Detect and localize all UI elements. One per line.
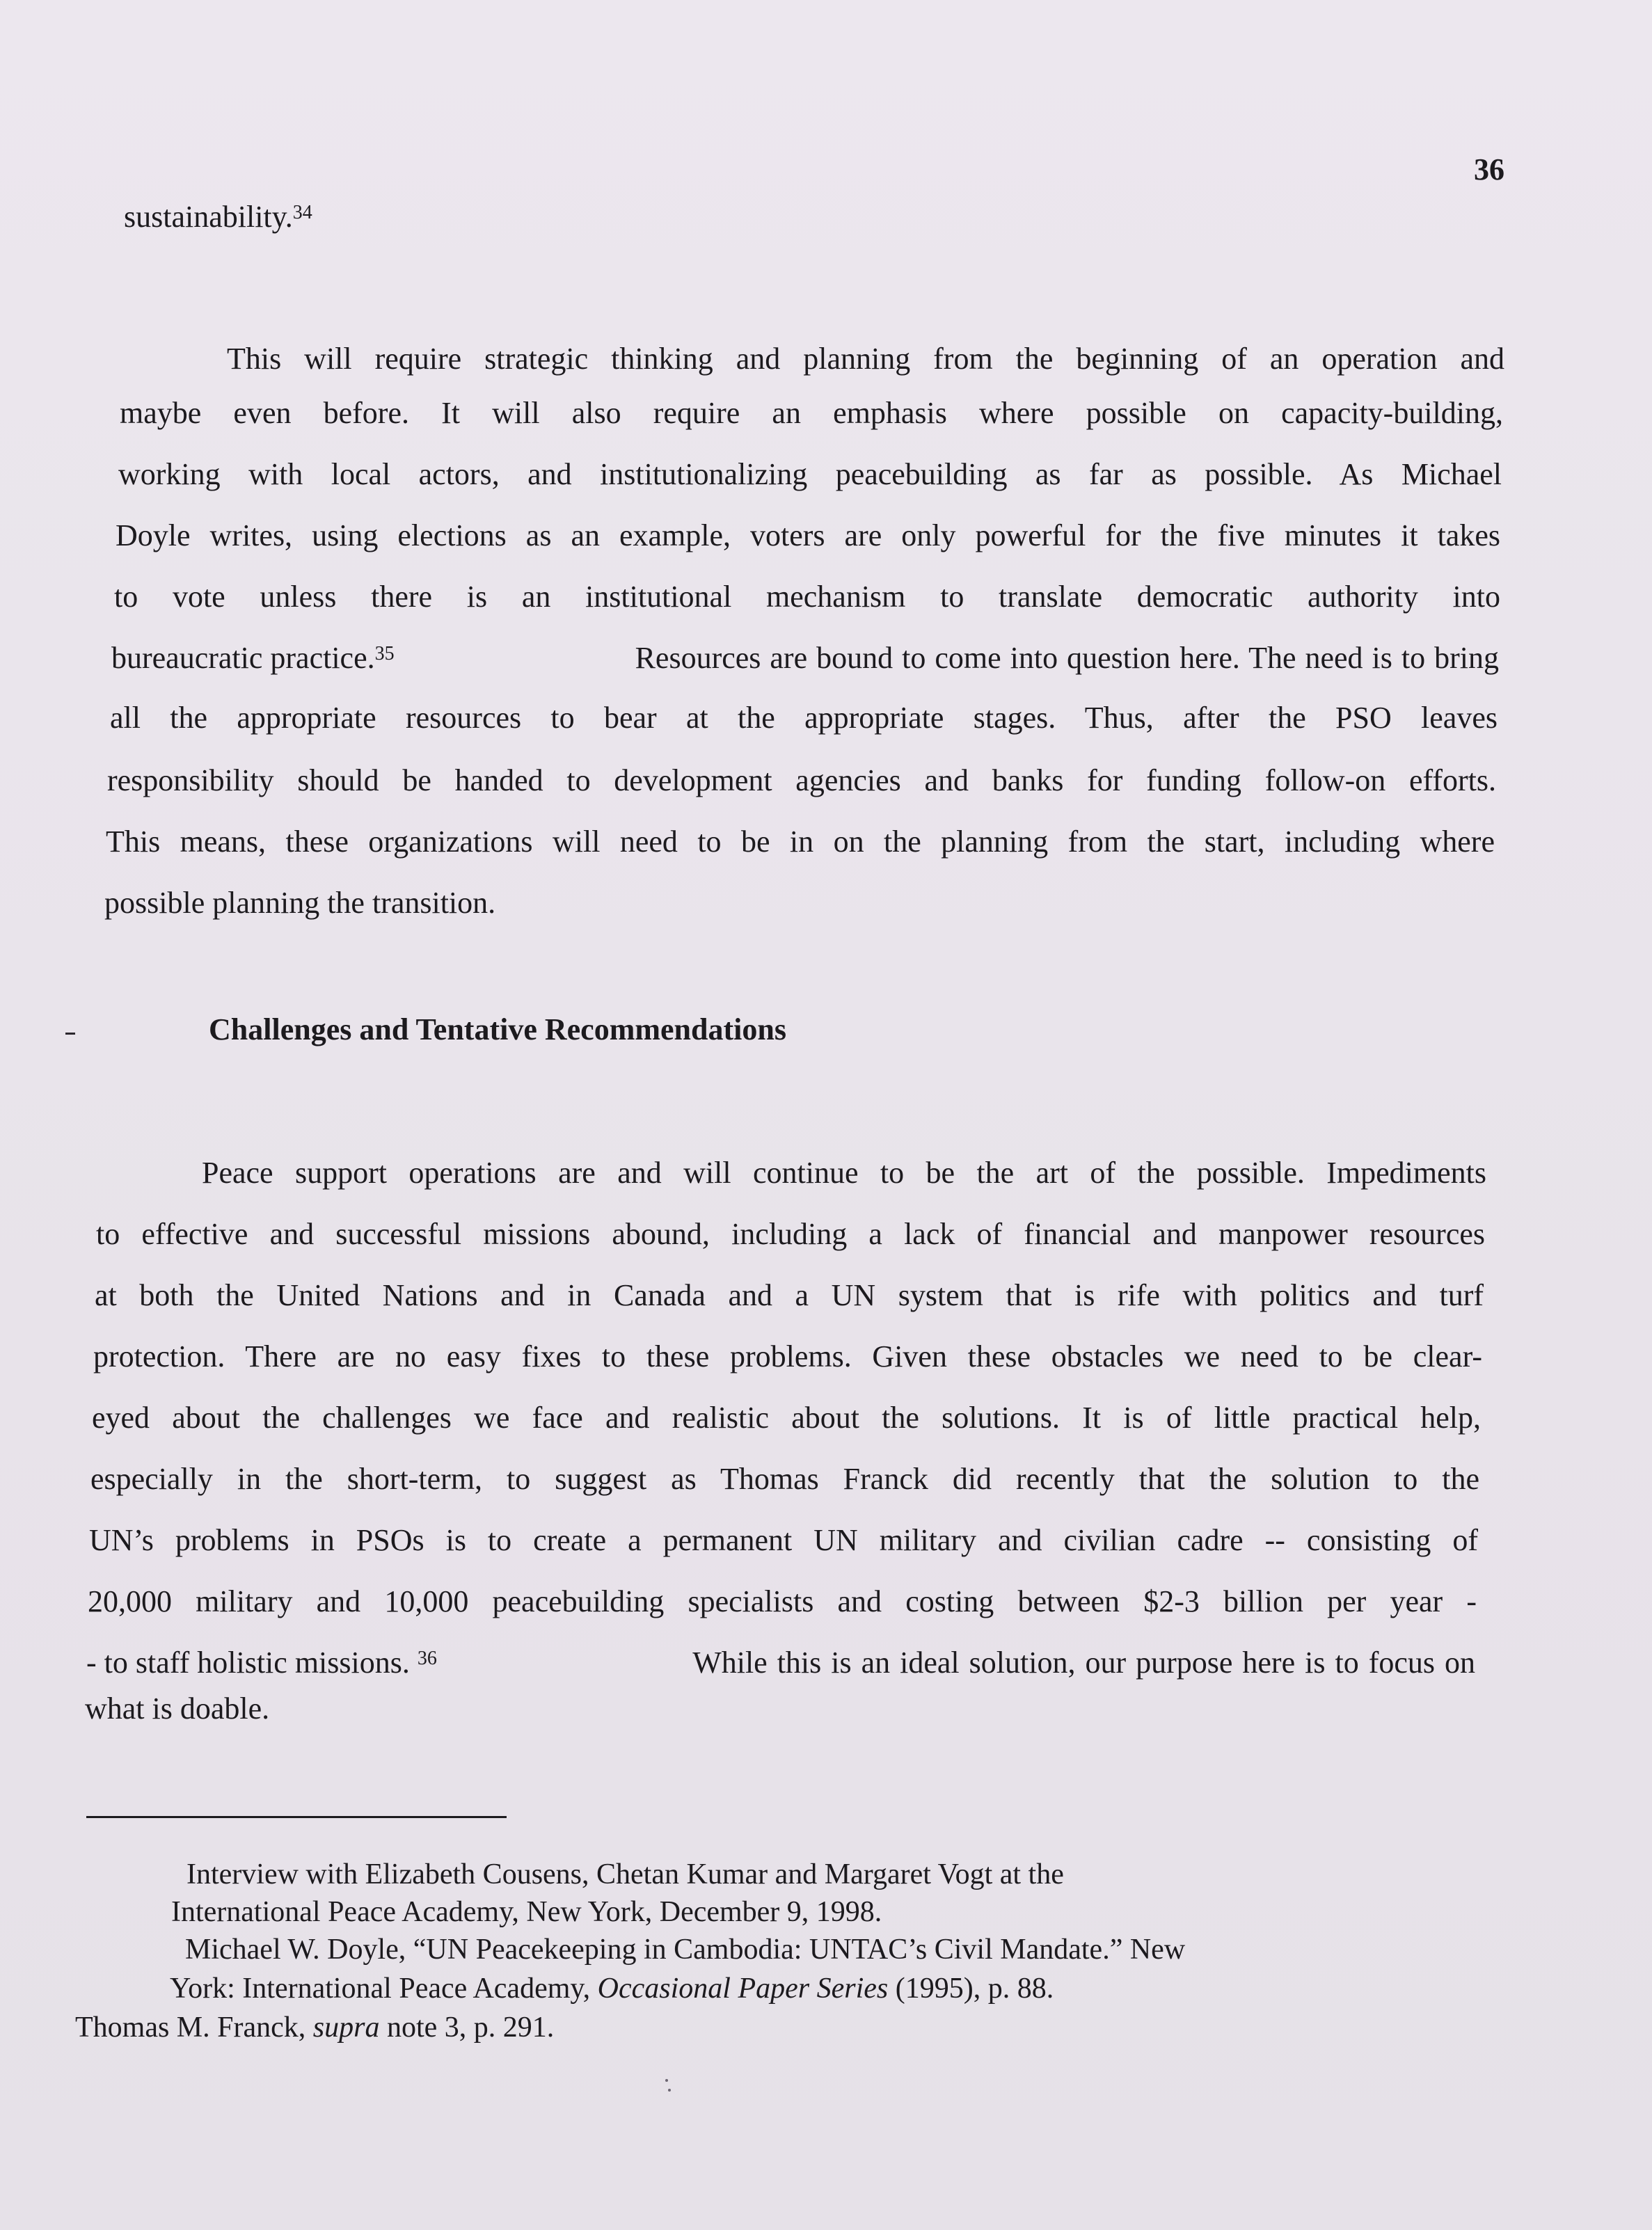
- paragraph1-line-6-end: Resources are bound to come into question here. The need is to bring: [635, 641, 1499, 675]
- paragraph1-line-6: [111, 639, 1499, 678]
- paragraph2-line-1: Peace support operations are and will continue to be the art of the possible. Impediments: [202, 1156, 1486, 1190]
- paragraph2-line-10: what is doable.: [85, 1691, 270, 1726]
- opening-text: sustainability.: [124, 200, 293, 234]
- paragraph1-line-10: possible planning the transition.: [104, 886, 496, 920]
- paragraph1-line-2: maybe even before. It will also require an emphasis where possible on capacity-building,: [120, 396, 1503, 430]
- paragraph2-line-3: at both the United Nations and in Canada and a UN system that is rife with politics and turf: [95, 1278, 1484, 1312]
- footnote-34-line-2: International Peace Academy, New York, December 9, 1998.: [171, 1896, 882, 1928]
- paragraph1-line-5: to vote unless there is an institutional mechanism to translate democratic authority into: [114, 580, 1500, 614]
- paragraph2-line-2: to effective and successful missions abound, including a lack of financial and manpower resources: [96, 1217, 1485, 1251]
- footnote-ref-34: 34: [292, 202, 312, 223]
- paragraph2-line-9: [86, 1643, 1475, 1682]
- footnote-35-line-1: Michael W. Doyle, “UN Peacekeeping in Cambodia: UNTAC’s Civil Mandate.” New: [185, 1934, 1186, 1966]
- paragraph2-line-4: protection. There are no easy fixes to these problems. Given these obstacles we need to be clear-: [93, 1339, 1482, 1373]
- page-number: 36: [1474, 152, 1504, 186]
- footnote-ref-35: 35: [374, 643, 395, 664]
- paper-speck: [668, 2089, 671, 2092]
- paragraph2-line-7: UN’s problems in PSOs is to create a permanent UN military and civilian cadre -- consisting of: [89, 1523, 1478, 1557]
- footnote-34-line-1: Interview with Elizabeth Cousens, Chetan Kumar and Margaret Vogt at the: [186, 1858, 1064, 1890]
- paragraph2-line-9-text: - to staff holistic missions.: [86, 1646, 410, 1680]
- paragraph1-line-1: This will require strategic thinking and planning from the beginning of an operation and: [227, 342, 1504, 376]
- paragraph2-line-9-start: [86, 1643, 437, 1682]
- opening-line: [124, 198, 312, 237]
- footnote-36-italic: supra: [312, 2012, 380, 2044]
- footnote-35-text-b: (1995), p. 88.: [888, 1973, 1054, 2005]
- footnote-36-text-a: Thomas M. Franck,: [75, 2012, 313, 2044]
- paragraph1-line-9: This means, these organizations will need to be in on the planning from the start, including where: [106, 825, 1495, 859]
- section-heading: Challenges and Tentative Recommendations: [209, 1012, 786, 1046]
- footnote-35-italic: Occasional Paper Series: [597, 1973, 889, 2005]
- footnote-ref-36: 36: [417, 1648, 437, 1669]
- paragraph1-line-7: all the appropriate resources to bear at the appropriate stages. Thus, after the PSO leaves: [110, 701, 1498, 735]
- footnote-36: [75, 2009, 554, 2046]
- footnote-36-text-b: note 3, p. 291.: [379, 2012, 555, 2044]
- footnote-35-line-2: [170, 1970, 1054, 2007]
- paragraph1-line-3: working with local actors, and institutionalizing peacebuilding as far as possible. As Michael: [118, 457, 1502, 491]
- paragraph2-line-6: especially in the short-term, to suggest as Thomas Franck did recently that the solution to the: [90, 1462, 1479, 1496]
- paragraph1-line-6-start: [111, 639, 395, 678]
- paragraph2-line-9-end: While this is an ideal solution, our purpose here is to focus on: [692, 1646, 1475, 1680]
- footnote-rule: [86, 1816, 507, 1818]
- paragraph2-line-5: eyed about the challenges we face and realistic about the solutions. It is of little practical help,: [92, 1401, 1481, 1435]
- margin-mark: [65, 1033, 75, 1035]
- paragraph1-line-6-text: bureaucratic practice.: [111, 641, 375, 675]
- paragraph1-line-4: Doyle writes, using elections as an example, voters are only powerful for the five minutes it takes: [116, 518, 1500, 552]
- paragraph1-line-8: responsibility should be handed to development agencies and banks for funding follow-on efforts.: [107, 763, 1496, 797]
- paragraph2-line-8: 20,000 military and 10,000 peacebuilding specialists and costing between $2-3 billion per year -: [88, 1584, 1477, 1618]
- footnote-35-text-a: York: International Peace Academy,: [170, 1973, 598, 2005]
- paper-speck: [665, 2079, 668, 2082]
